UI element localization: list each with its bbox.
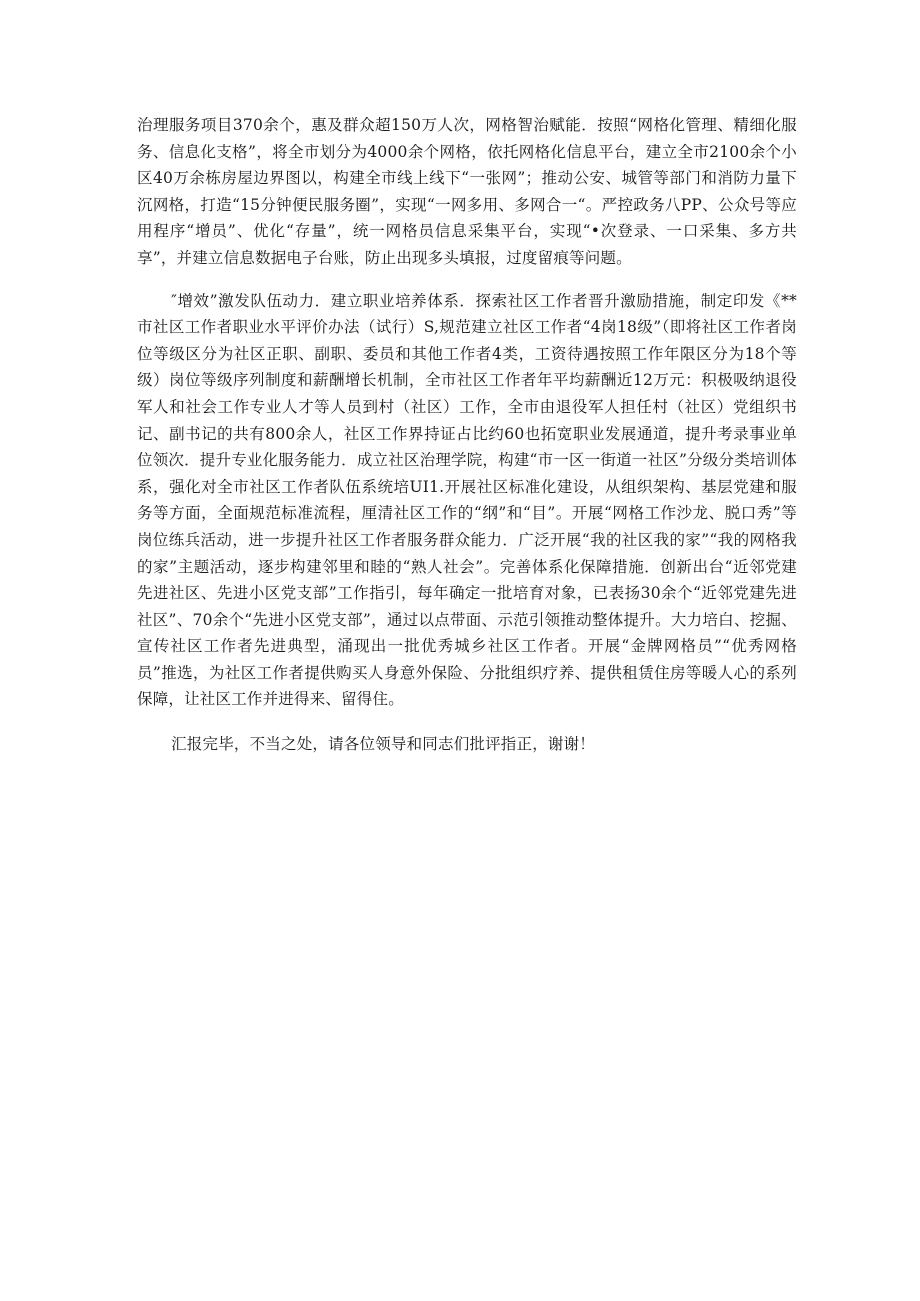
paragraph-team-motivation: ″增效”激发队伍动力．建立职业培养体系．探索社区工作者晋升激励措施，制定印发《**市社区工作者职业水平评价办法（试行）S,规范建立社区工作者“4岗18级”（即将社区工作者岗位等级区分为社区正职、副职、委员和其他工作者4类，工资待遇按照工作年限区分为18个等级）岗位等级序列制度和薪酬增长机制，全市社区工作者年平均薪酬近12万元：积极吸纳退役军人和社会工作专业人才等人员到村（社区）工作，全市由退役军人担任村（社区）党组织书记、副书记的共有800余人，社区工作界持证占比约60也拓宽职业发展通道，提升考录事业单位领次．提升专业化服务能力．成立社区治理学院，构建“市一区一街道一社区”分级分类培训体系，强化对全市社区工作者队伍系统培UI1.开展社区标准化建设，从组织架构、基层党建和服务等方面，全面规范标准流程，厘清社区工作的“纲”和“目”。开展“网格工作沙龙、脱口秀”等岗位练兵活动，进一步提升社区工作者服务群众能力．广泛开展“我的社区我的家”“我的网格我的家”主题活动，逐步构建邻里和睦的“熟人社会”。完善体系化保障措施．创新出台“近邻党建先进社区、先进小区党支部”工作指引，每年确定一批培育对象，已表扬30余个“近邻党建先进社区”、70余个“先进小区党支部”，通过以点带面、示范引领推动整体提升。大力培白、挖掘、宣传社区工作者先进典型，涌现出一批优秀城乡社区工作者。开展“金牌网格员”“优秀网格员”推选，为社区工作者提供购买人身意外保险、分批组织疗养、提供租赁住房等暖人心的系列保障，让社区工作并进得来、留得住。: [137, 291, 797, 709]
paragraph-grid-governance: 治理服务项目370余个，惠及群众超150万人次，网格智治赋能．按照“网格化管理、精细化服务、信息化支格”，将全市划分为4000余个网格，依托网格化信息平台，建立全市2100余个小区40万余栋房屋边界图以，构建全市线上线下“一张网”；推动公安、城管等部门和消防力量下沉网格，打造“15分钟便民服务圈”，实现“一网多用、多网合一“。严控政务八PP、公众号等应用程序“增员”、优化“存量”，统一网格员信息采集平台，实现“•次登录、一口采集、多方共享”，并建立信息数据电子台账，防止出现多头填报，过度留痕等问题。: [137, 116, 797, 267]
document-body: [137, 112, 797, 758]
paragraph-closing-remarks: 汇报完毕，不当之处，请各位领导和同志们批评指正，谢谢！: [171, 735, 595, 754]
